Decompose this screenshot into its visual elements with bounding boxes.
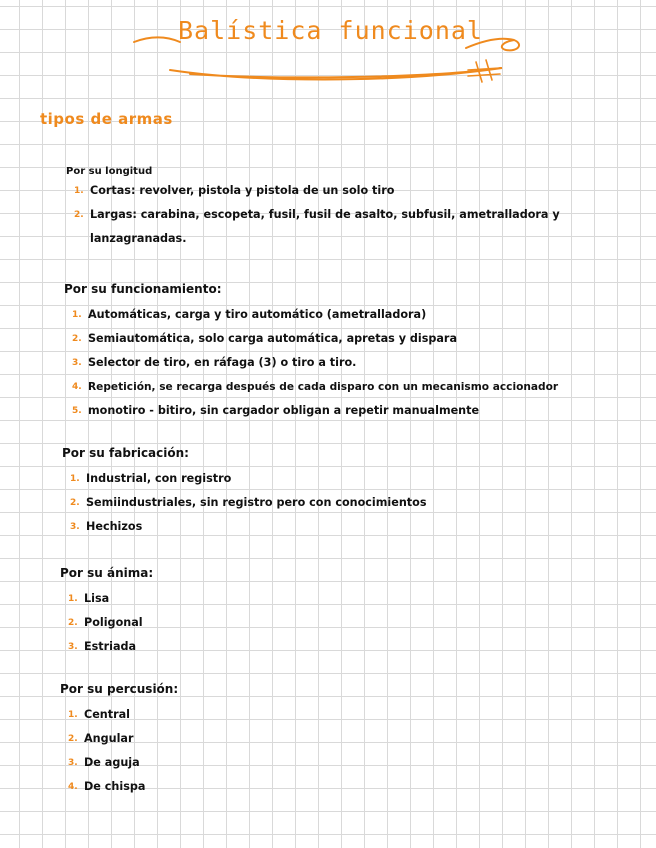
group-anima xyxy=(60,566,153,659)
group-title: Por su longitud xyxy=(66,166,153,177)
title-swash-decoration xyxy=(130,0,530,96)
item-number: 3. xyxy=(68,758,78,768)
item-number: 4. xyxy=(72,382,82,392)
item-number: 2. xyxy=(68,734,78,744)
item-text: Hechizos xyxy=(86,520,143,533)
item-number: 4. xyxy=(68,782,78,792)
item-number: 1. xyxy=(72,310,82,320)
group-fabricacion xyxy=(62,446,427,539)
item-text: monotiro - bitiro, sin cargador obligan a repetir manualmente xyxy=(88,404,480,417)
group-longitud xyxy=(66,166,620,251)
item-number: 2. xyxy=(70,498,80,508)
list-item xyxy=(60,727,178,751)
item-number: 5. xyxy=(72,406,82,416)
item-number: 1. xyxy=(70,474,80,484)
list-item xyxy=(62,491,427,515)
list-item xyxy=(62,515,427,539)
item-number: 2. xyxy=(68,618,78,628)
item-number: 3. xyxy=(72,358,82,368)
list-item xyxy=(60,751,178,775)
item-text: Poligonal xyxy=(84,616,143,629)
item-text: De aguja xyxy=(84,756,140,769)
group-funcionamiento xyxy=(64,282,558,423)
item-text: Estriada xyxy=(84,640,137,653)
list-item xyxy=(60,587,153,611)
item-number: 1. xyxy=(74,186,84,196)
list-item xyxy=(60,611,153,635)
list-item xyxy=(60,775,178,799)
group-title: Por su percusión: xyxy=(60,682,179,696)
item-text: Selector de tiro, en ráfaga (3) o tiro a tiro. xyxy=(88,356,357,369)
list-item xyxy=(64,351,558,375)
list-item xyxy=(60,703,178,727)
list-item xyxy=(64,327,558,351)
list-item xyxy=(62,467,427,491)
group-title: Por su ánima: xyxy=(60,566,154,580)
list-item xyxy=(64,303,558,327)
list-item xyxy=(64,375,558,399)
title-block xyxy=(130,0,530,96)
item-text: Lisa xyxy=(84,592,110,605)
list-item xyxy=(60,635,153,659)
item-number: 1. xyxy=(68,710,78,720)
group-title: Por su fabricación: xyxy=(62,446,189,460)
section-heading: tipos de armas xyxy=(40,110,173,128)
list-item xyxy=(64,399,558,423)
list-item xyxy=(66,203,620,251)
item-text: Automáticas, carga y tiro automático (ametralladora) xyxy=(88,308,427,321)
item-number: 3. xyxy=(70,522,80,532)
list-item xyxy=(66,179,620,203)
item-number: 1. xyxy=(68,594,78,604)
item-text: Semiautomática, solo carga automática, apretas y dispara xyxy=(88,332,458,345)
group-percusion xyxy=(60,682,178,799)
item-text: Repetición, se recarga después de cada disparo con un mecanismo accionador xyxy=(88,381,559,393)
item-text: Angular xyxy=(84,732,134,745)
page-title: Balística funcional xyxy=(178,16,483,45)
item-text: De chispa xyxy=(84,780,146,793)
item-number: 3. xyxy=(68,642,78,652)
item-text: Semiindustriales, sin registro pero con conocimientos xyxy=(86,496,427,509)
group-title: Por su funcionamiento: xyxy=(64,282,222,296)
item-text: Cortas: revolver, pistola y pistola de un solo tiro xyxy=(90,184,395,197)
item-text: Industrial, con registro xyxy=(86,472,232,485)
item-number: 2. xyxy=(72,334,82,344)
item-text: Central xyxy=(84,708,131,721)
item-number: 2. xyxy=(74,210,84,220)
item-text: Largas: carabina, escopeta, fusil, fusil de asalto, subfusil, ametralladora y lanzagranadas. xyxy=(90,208,560,245)
